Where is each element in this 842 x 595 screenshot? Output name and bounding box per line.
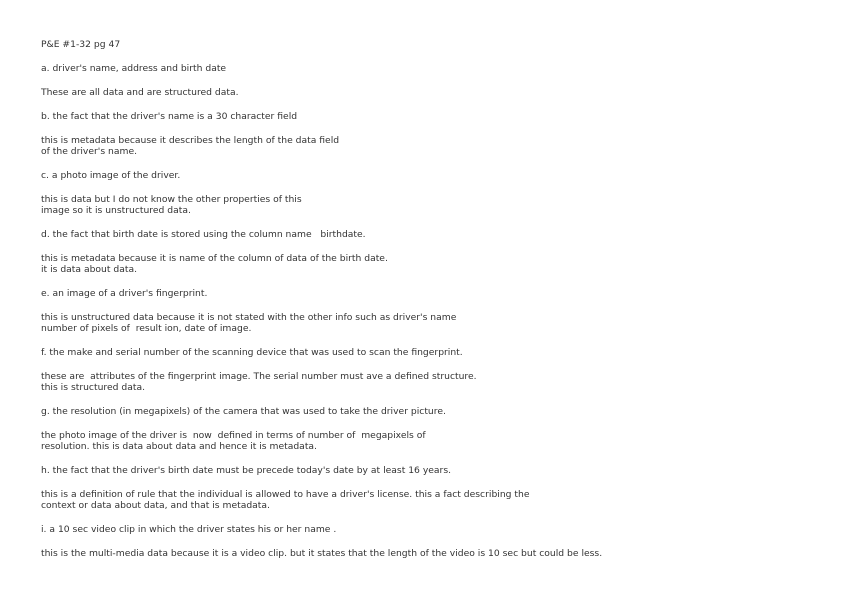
- answer-i: this is the multi-media data because it is a video clip. but it states that the length of the video is 10 sec but could be less.: [41, 548, 603, 559]
- question-d: d. the fact that birth date is stored using the column name birthdate.: [41, 229, 366, 240]
- answer-f: these are attributes of the fingerprint image. The serial number must ave a defined structure. this is structured data.: [41, 371, 477, 393]
- question-a: a. driver's name, address and birth date: [41, 63, 227, 74]
- answer-c: this is data but I do not know the other properties of this image so it is unstructured data.: [41, 194, 302, 216]
- question-h: h. the fact that the driver's birth date must be precede today's date by at least 16 years.: [41, 465, 452, 476]
- question-e: e. an image of a driver's fingerprint.: [41, 288, 208, 299]
- answer-a: These are all data and are structured data.: [41, 87, 239, 98]
- question-c: c. a photo image of the driver.: [41, 170, 181, 181]
- answer-h: this is a definition of rule that the individual is allowed to have a driver's license. this a fact describing the context or data about data, and that is metadata.: [41, 489, 530, 511]
- document-body: [41, 39, 821, 572]
- question-f: f. the make and serial number of the scanning device that was used to scan the fingerprint.: [41, 347, 463, 358]
- document-title: P&E #1-32 pg 47: [41, 39, 121, 50]
- answer-e: this is unstructured data because it is not stated with the other info such as driver's name number of pixels of result ion, date of image.: [41, 312, 457, 334]
- question-i: i. a 10 sec video clip in which the driver states his or her name .: [41, 524, 337, 535]
- answer-b: this is metadata because it describes the length of the data field of the driver's name.: [41, 135, 340, 157]
- question-b: b. the fact that the driver's name is a 30 character field: [41, 111, 298, 122]
- answer-g: the photo image of the driver is now defined in terms of number of megapixels of resolution. this is data about data and hence it is metadata.: [41, 430, 426, 452]
- answer-d: this is metadata because it is name of the column of data of the birth date. it is data about data.: [41, 253, 388, 275]
- question-g: g. the resolution (in megapixels) of the camera that was used to take the driver picture.: [41, 406, 446, 417]
